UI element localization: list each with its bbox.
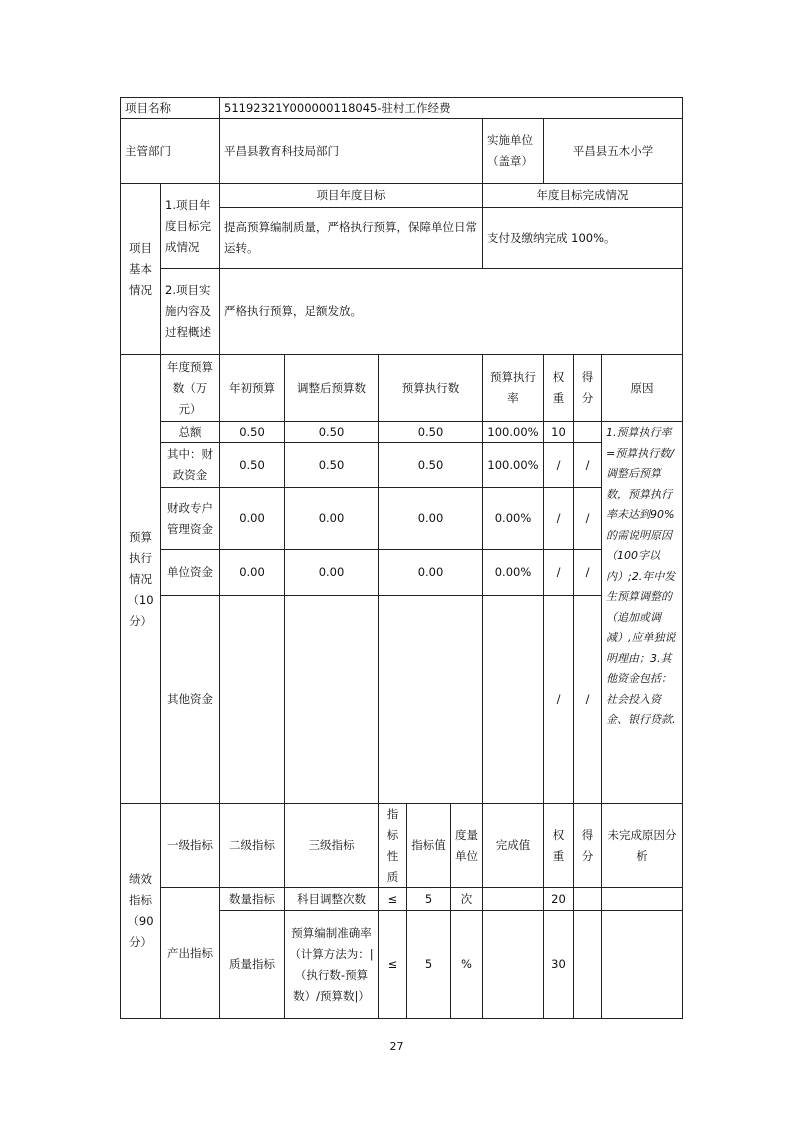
- perf-header: [601, 803, 683, 888]
- budget-cell: [378, 442, 483, 488]
- budget-cell-text: 100.00%: [487, 424, 539, 439]
- budget-cell: [573, 421, 602, 443]
- perf-cell: [450, 887, 483, 911]
- label-perf: [120, 803, 161, 1019]
- budget-cell: [543, 442, 574, 488]
- budget-cell-text: 其他资金: [167, 692, 213, 706]
- budget-cell-text: /: [585, 692, 590, 706]
- budget-cell: [219, 595, 285, 804]
- perf-cell-text: 5: [424, 957, 433, 971]
- budget-cell: [482, 421, 544, 443]
- label-basic-text: 项目基本情况: [129, 240, 152, 297]
- header-annual-goal: [219, 183, 483, 208]
- label-project-name-text: 项目名称: [125, 100, 171, 115]
- budget-cell-text: 0.50: [417, 424, 444, 439]
- budget-cell: [284, 487, 379, 550]
- budget-cell: [543, 487, 574, 550]
- perf-header-text: 三级指标: [308, 838, 355, 852]
- page-number: 27: [389, 1040, 404, 1053]
- budget-header: [601, 354, 683, 422]
- perf-header-text: 指标性质: [386, 806, 399, 884]
- perf-cell: [284, 887, 379, 911]
- budget-note: [601, 421, 683, 804]
- value-impl: [219, 268, 683, 355]
- perf-cell: [406, 887, 451, 911]
- budget-header: [378, 354, 483, 422]
- perf-cell-text: 数量指标: [229, 891, 275, 906]
- budget-cell: [482, 442, 544, 488]
- budget-cell-text: /: [585, 511, 590, 525]
- perf-cell-text: ≤: [387, 957, 398, 971]
- budget-cell: [482, 595, 544, 804]
- value-impl-unit-text: 平昌县五木小学: [572, 143, 654, 158]
- budget-cell: [543, 595, 574, 804]
- budget-cell-text: 0.00: [318, 511, 345, 525]
- budget-cell: [160, 442, 220, 488]
- budget-cell: [284, 421, 379, 443]
- perf-cell-text: 5: [424, 891, 433, 906]
- budget-cell-text: 0.50: [239, 457, 265, 472]
- label-impl-unit: [482, 118, 544, 184]
- perf-header-text: 一级指标: [167, 838, 213, 852]
- budget-cell: [543, 549, 574, 596]
- budget-cell-text: 0.00: [417, 511, 444, 525]
- header-annual-goal-text: 项目年度目标: [316, 188, 386, 202]
- perf-header: [406, 803, 451, 888]
- budget-cell: [543, 421, 574, 443]
- budget-header: [573, 354, 602, 422]
- budget-cell: [219, 549, 285, 596]
- budget-cell-text: 财政专户管理资金: [167, 500, 213, 536]
- budget-header: [219, 354, 285, 422]
- budget-header-text: 得分: [581, 370, 594, 405]
- perf-header: [543, 803, 574, 888]
- budget-cell-text: 100.00%: [487, 457, 539, 472]
- perf-cell-text: 20: [551, 891, 566, 906]
- label-impl: [160, 268, 220, 355]
- label-perf-text: 绩效指标（90分）: [127, 872, 154, 949]
- budget-cell: [219, 421, 285, 443]
- budget-cell-text: 10: [551, 424, 566, 439]
- budget-cell-text: /: [585, 457, 590, 472]
- perf-cell-text: 质量指标: [229, 957, 275, 971]
- perf-level1-text: 产出指标: [167, 945, 213, 960]
- budget-header-text: 预算执行数: [401, 380, 460, 395]
- budget-cell: [284, 549, 379, 596]
- budget-note-text: 1.预算执行率=预算执行数/调整后预算数，预算执行率未达到90%的需说明原因（100字以内）;2.年中发生预算调整的（追加或调减）,应单独说明理由；3.其他资金包括：社会投入资金、银行贷款.: [606, 426, 676, 726]
- budget-cell: [160, 487, 220, 550]
- perf-cell: [219, 910, 285, 1019]
- budget-cell-text: /: [556, 692, 561, 706]
- perf-header-text: 得分: [581, 827, 594, 863]
- budget-cell: [160, 595, 220, 804]
- budget-cell: [573, 595, 602, 804]
- budget-cell-text: /: [556, 457, 561, 472]
- budget-cell: [378, 595, 483, 804]
- label-budget: [120, 354, 161, 804]
- budget-header: [160, 354, 220, 422]
- perf-cell: [284, 910, 379, 1019]
- perf-header-text: 二级指标: [229, 838, 275, 852]
- perf-cell-text: %: [461, 957, 472, 971]
- value-project-name: [219, 97, 683, 119]
- budget-cell: [482, 549, 544, 596]
- perf-header: [219, 803, 285, 888]
- perf-cell-text: 次: [460, 891, 473, 906]
- perf-header-text: 度量单位: [455, 827, 478, 863]
- budget-cell-text: 0.50: [239, 424, 265, 439]
- budget-header: [284, 354, 379, 422]
- budget-header-text: 权重: [552, 370, 565, 405]
- budget-cell: [573, 442, 602, 488]
- value-project-name-text: 51192321Y000000118045-驻村工作经费: [224, 100, 451, 115]
- budget-cell: [378, 487, 483, 550]
- budget-cell: [378, 421, 483, 443]
- budget-header-text: 年度预算数（万元）: [167, 359, 213, 416]
- budget-cell: [219, 442, 285, 488]
- perf-cell: [573, 887, 602, 911]
- budget-cell-text: 0.00: [318, 565, 345, 579]
- label-goal-text: 1.项目年度目标完成情况: [165, 197, 211, 254]
- perf-cell: [450, 910, 483, 1019]
- budget-cell-text: 0.00: [239, 511, 265, 525]
- budget-cell: [378, 549, 483, 596]
- budget-cell-text: 0.00: [239, 565, 265, 579]
- perf-cell: [543, 910, 574, 1019]
- value-dept-text: 平昌县教育科技局部门: [224, 143, 339, 158]
- header-completion-text: 年度目标完成情况: [536, 188, 629, 202]
- label-impl-text: 2.项目实施内容及过程概述: [165, 283, 211, 339]
- budget-header-text: 年初预算: [229, 380, 275, 395]
- budget-cell: [219, 487, 285, 550]
- header-completion: [482, 183, 683, 208]
- perf-cell: [573, 910, 602, 1019]
- perf-cell: [482, 910, 544, 1019]
- budget-cell-text: 总额: [178, 424, 202, 439]
- value-annual-goal: [219, 207, 483, 269]
- budget-cell-text: 0.50: [318, 457, 345, 472]
- value-completion: [482, 207, 683, 269]
- budget-cell: [482, 487, 544, 550]
- label-budget-text: 预算执行情况（10分）: [127, 529, 154, 628]
- budget-cell: [284, 595, 379, 804]
- perf-cell: [601, 887, 683, 911]
- perf-header: [160, 803, 220, 888]
- perf-cell: [378, 910, 407, 1019]
- budget-cell: [573, 487, 602, 550]
- label-basic: [120, 183, 161, 355]
- budget-header: [482, 354, 544, 422]
- label-dept-text: 主管部门: [125, 143, 171, 158]
- budget-cell: [160, 549, 220, 596]
- budget-cell-text: 0.00%: [494, 511, 532, 525]
- budget-cell-text: 单位资金: [167, 565, 213, 579]
- budget-cell: [160, 421, 220, 443]
- perf-cell: [482, 887, 544, 911]
- budget-cell: [284, 442, 379, 488]
- perf-cell: [219, 887, 285, 911]
- perf-header-text: 权重: [552, 827, 565, 863]
- value-impl-text: 严格执行预算，足额发放。: [224, 304, 362, 318]
- perf-header-text: 未完成原因分析: [607, 827, 677, 863]
- perf-header-text: 完成值: [495, 838, 531, 852]
- label-goal: [160, 183, 220, 269]
- perf-cell-text: 科目调整次数: [297, 891, 366, 906]
- perf-level1: [160, 887, 220, 1019]
- value-annual-goal-text: 提高预算编制质量，严格执行预算，保障单位日常运转。: [224, 220, 477, 255]
- budget-cell-text: 0.00%: [494, 565, 532, 579]
- perf-cell: [406, 910, 451, 1019]
- budget-header-text: 原因: [630, 380, 654, 395]
- perf-header: [573, 803, 602, 888]
- budget-cell-text: /: [556, 565, 561, 579]
- perf-header: [378, 803, 407, 888]
- budget-cell-text: /: [556, 511, 561, 525]
- perf-cell-text: 30: [551, 957, 566, 971]
- perf-header-text: 指标值: [411, 838, 446, 852]
- perf-cell: [543, 887, 574, 911]
- label-impl-unit-text: 实施单位（盖章）: [487, 133, 533, 168]
- budget-cell: [573, 549, 602, 596]
- budget-cell-text: 0.50: [417, 457, 444, 472]
- perf-header: [450, 803, 483, 888]
- budget-header-text: 预算执行率: [490, 370, 536, 405]
- value-completion-text: 支付及缴纳完成 100%。: [487, 230, 616, 245]
- label-dept: [120, 118, 220, 184]
- value-impl-unit: [543, 118, 683, 184]
- budget-cell-text: /: [585, 565, 590, 579]
- budget-header-text: 调整后预算数: [297, 380, 366, 395]
- budget-header: [543, 354, 574, 422]
- perf-header: [284, 803, 379, 888]
- perf-cell-text: 预算编制准确率（计算方法为：|（执行数-预算数）/预算数|）: [289, 925, 374, 1003]
- value-dept: [219, 118, 483, 184]
- perf-header: [482, 803, 544, 888]
- budget-cell-text: 0.00: [417, 565, 444, 579]
- budget-cell-text: 其中：财政资金: [167, 447, 213, 482]
- perf-cell: [378, 887, 407, 911]
- perf-cell-text: ≤: [387, 891, 398, 906]
- label-project-name: [120, 97, 220, 119]
- budget-cell-text: 0.50: [318, 424, 345, 439]
- perf-cell: [601, 910, 683, 1019]
